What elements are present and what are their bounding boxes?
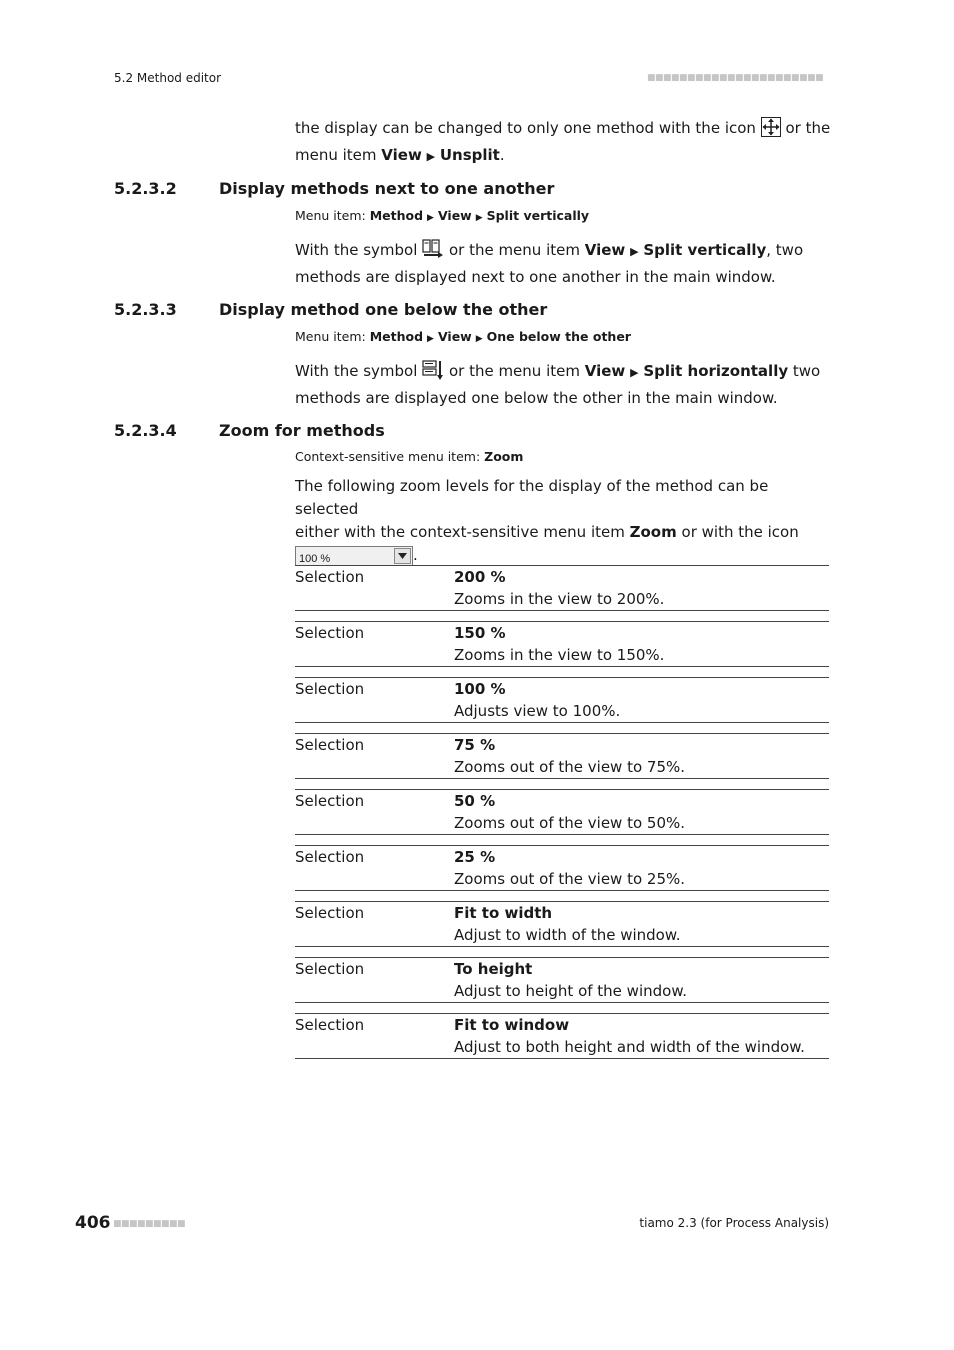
row-description: Adjusts view to 100%. [454, 702, 621, 720]
row-content [454, 790, 685, 834]
row-label: Selection [295, 792, 365, 810]
split-vertically-icon [422, 239, 444, 266]
row-title: 50 % [454, 792, 496, 810]
row-content [454, 846, 685, 890]
menu-split-vertically: Split vertically [643, 241, 767, 259]
menu-path-view: View [437, 208, 472, 223]
text: or the menu item [448, 362, 580, 380]
row-label: Selection [295, 568, 365, 586]
row-title: 200 % [454, 568, 506, 586]
intro-menu-prefix: menu item [295, 146, 377, 164]
header-decoration: ■■■■■■■■■■■■■■■■■■■■■■ [647, 73, 824, 83]
table-row [295, 957, 829, 1013]
menu-view: View [584, 241, 626, 259]
period: . [413, 546, 418, 564]
text: , two [766, 241, 804, 259]
row-title: Fit to width [454, 904, 553, 922]
row-title: 100 % [454, 680, 506, 698]
footer-decoration: ■■■■■■■■■ [113, 1219, 186, 1229]
split-horizontally-icon [422, 360, 444, 387]
zoom-selection-table [295, 565, 829, 1069]
row-description: Zooms out of the view to 75%. [454, 758, 686, 776]
text: With the symbol [295, 241, 418, 259]
arrow-icon: ▶ [427, 334, 434, 344]
menu-path-method: Method [369, 329, 424, 344]
row-content [454, 566, 664, 610]
row-description: Zooms out of the view to 25%. [454, 870, 686, 888]
arrow-icon: ▶ [475, 334, 483, 344]
row-divider [295, 666, 829, 667]
menu-item-line [295, 329, 631, 344]
section-title: Display methods next to one another [219, 179, 555, 198]
arrow-icon: ▶ [475, 213, 483, 223]
section-number: 5.2.3.2 [114, 179, 177, 198]
menu-path-method: Method [369, 208, 424, 223]
zoom-combobox [295, 546, 413, 566]
row-divider [295, 834, 829, 835]
row-title: 25 % [454, 848, 496, 866]
page-number: 406 [75, 1213, 111, 1233]
table-row [295, 901, 829, 957]
row-description: Adjust to width of the window. [454, 926, 681, 944]
table-row [295, 789, 829, 845]
table-row [295, 565, 829, 621]
zoom-combobox-value: 100 % [299, 553, 331, 565]
row-description: Adjust to height of the window. [454, 982, 687, 1000]
menu-path-view: View [437, 329, 472, 344]
table-row [295, 677, 829, 733]
arrow-icon: ▶ [427, 213, 434, 223]
running-header-section: 5.2 Method editor [114, 71, 222, 85]
text: either with the context-sensitive menu item [295, 523, 625, 541]
split-horizontally-paragraph [295, 360, 835, 410]
menu-label: Menu item: [295, 329, 366, 344]
period: . [499, 146, 505, 164]
text: or with the icon [681, 523, 799, 541]
row-divider [295, 610, 829, 611]
section-title: Display method one below the other [219, 300, 548, 319]
arrow-icon: ▶ [426, 150, 436, 163]
menu-split-horizontally: Split horizontally [643, 362, 789, 380]
table-row [295, 845, 829, 901]
row-divider [295, 778, 829, 779]
section-title: Zoom for methods [219, 421, 385, 440]
row-title: 75 % [454, 736, 496, 754]
row-content [454, 958, 687, 1002]
row-description: Zooms in the view to 200%. [454, 590, 665, 608]
row-content [454, 622, 664, 666]
footer-product: tiamo 2.3 (for Process Analysis) [639, 1216, 829, 1230]
section-number: 5.2.3.4 [114, 421, 177, 440]
text: The following zoom levels for the display of the method can be selected [295, 477, 769, 518]
menu-zoom: Zoom [629, 523, 677, 541]
intro-paragraph [295, 117, 835, 168]
menu-label: Menu item: [295, 208, 366, 223]
menu-path-split-vertically: Split vertically [486, 208, 590, 223]
row-label: Selection [295, 680, 365, 698]
arrow-icon: ▶ [630, 245, 639, 258]
row-label: Selection [295, 848, 365, 866]
row-label: Selection [295, 904, 365, 922]
intro-text-2: or the [785, 119, 831, 137]
chevron-down-icon [394, 548, 411, 564]
text: methods are displayed one below the other in the main window. [295, 389, 778, 407]
menu-item-line [295, 208, 589, 223]
menu-unsplit: Unsplit [439, 146, 500, 164]
arrow-icon: ▶ [630, 366, 639, 379]
row-title: 150 % [454, 624, 506, 642]
table-row [295, 621, 829, 677]
split-vertically-paragraph [295, 239, 835, 289]
row-description: Zooms out of the view to 50%. [454, 814, 686, 832]
row-content [454, 902, 681, 946]
row-divider [295, 890, 829, 891]
row-title: To height [454, 960, 533, 978]
row-content [454, 678, 620, 722]
table-row [295, 733, 829, 789]
zoom-paragraph [295, 475, 835, 567]
unsplit-icon [761, 117, 781, 144]
row-label: Selection [295, 960, 365, 978]
row-divider [295, 1002, 829, 1003]
row-title: Fit to window [454, 1016, 570, 1034]
table-row [295, 1013, 829, 1069]
row-description: Adjust to both height and width of the window. [454, 1038, 805, 1056]
text: methods are displayed next to one another in the main window. [295, 268, 776, 286]
row-label: Selection [295, 1016, 365, 1034]
row-divider [295, 1058, 829, 1059]
menu-item-zoom: Zoom [484, 449, 524, 464]
row-divider [295, 946, 829, 947]
text: or the menu item [448, 241, 580, 259]
intro-text: the display can be changed to only one method with the icon [295, 119, 756, 137]
menu-view: View [584, 362, 626, 380]
row-label: Selection [295, 624, 365, 642]
row-divider [295, 722, 829, 723]
text: two [792, 362, 821, 380]
section-number: 5.2.3.3 [114, 300, 177, 319]
row-content [454, 1014, 805, 1058]
menu-view: View [381, 146, 422, 164]
row-description: Zooms in the view to 150%. [454, 646, 665, 664]
text: With the symbol [295, 362, 418, 380]
menu-path-one-below-other: One below the other [486, 329, 631, 344]
menu-item-line [295, 449, 523, 464]
row-label: Selection [295, 736, 365, 754]
menu-label: Context-sensitive menu item: [295, 449, 481, 464]
row-content [454, 734, 685, 778]
